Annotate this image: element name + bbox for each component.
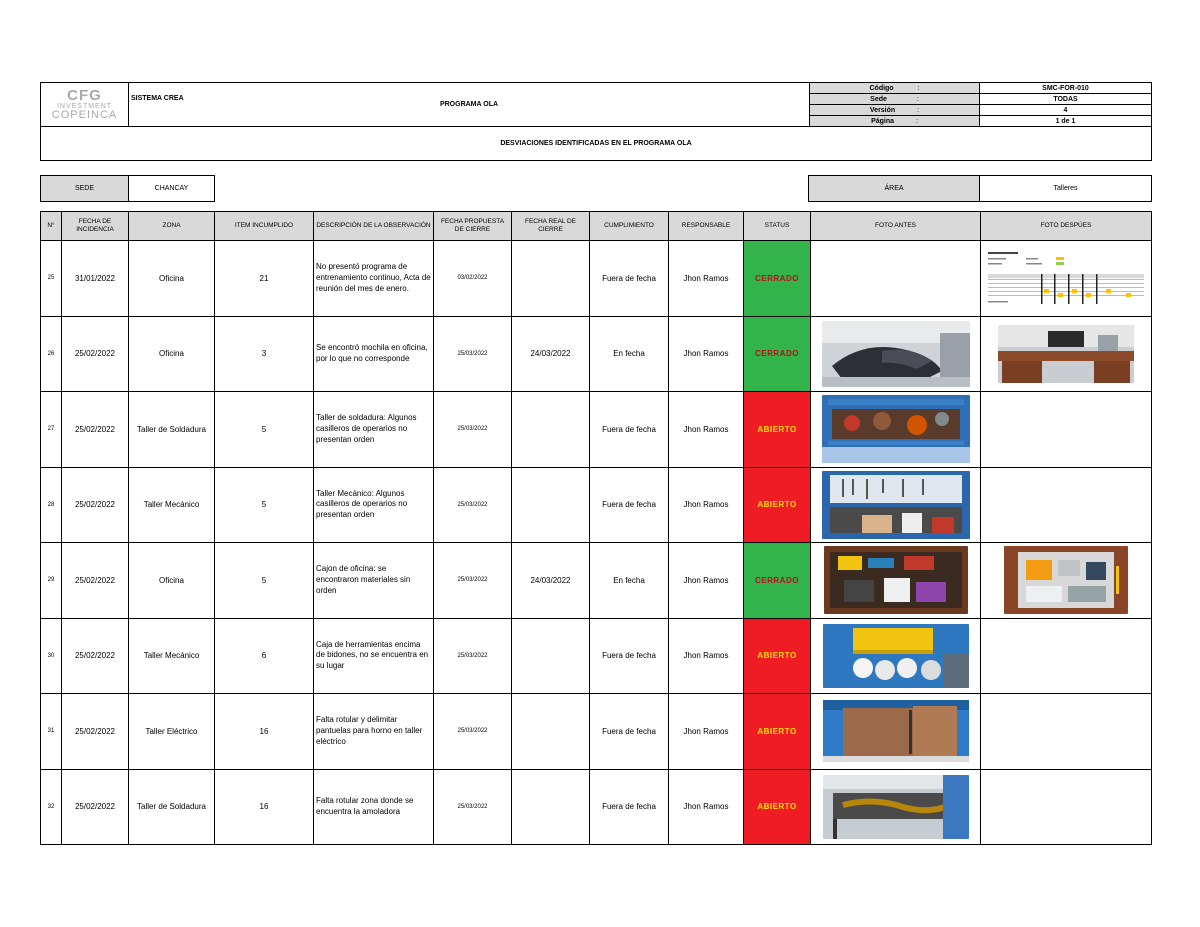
photo-before-image xyxy=(823,624,969,688)
table-row xyxy=(41,467,1152,543)
photo-after-cell xyxy=(981,618,1152,694)
observation-description: Caja de herramientas encima de bidones, no se encuentra en su lugar xyxy=(314,618,434,694)
compliance: Fuera de fecha xyxy=(590,241,669,317)
sede-label: SEDE xyxy=(41,176,129,202)
row-number: 28 xyxy=(41,467,62,543)
program-name: PROGRAMA OLA xyxy=(439,101,499,108)
actual-close-date xyxy=(512,467,590,543)
actual-close-date xyxy=(512,769,590,845)
observation-description: Taller de soldadura: Algunos casilleros de operarios no presentan orden xyxy=(314,392,434,468)
col-header: FECHA DE INCIDENCIA xyxy=(62,212,129,241)
responsible: Jhon Ramos xyxy=(669,618,744,694)
document-subtitle: DESVIACIONES IDENTIFICADAS EN EL PROGRAMA OLA xyxy=(41,127,1152,161)
responsible: Jhon Ramos xyxy=(669,241,744,317)
system-name: SISTEMA CREA xyxy=(131,95,184,102)
photo-before-image xyxy=(824,546,968,614)
zone: Taller Mecánico xyxy=(129,467,215,543)
proposed-close-date: 25/03/2022 xyxy=(434,543,512,619)
compliance: Fuera de fecha xyxy=(590,392,669,468)
compliance: Fuera de fecha xyxy=(590,694,669,770)
status-badge: CERRADO xyxy=(744,241,811,317)
photo-before-cell xyxy=(811,769,981,845)
incident-date: 25/02/2022 xyxy=(62,694,129,770)
proposed-close-date: 25/03/2022 xyxy=(434,467,512,543)
observation-description: Falta rotular zona donde se encuentra la amoladora xyxy=(314,769,434,845)
responsible: Jhon Ramos xyxy=(669,694,744,770)
col-header: STATUS xyxy=(744,212,811,241)
incident-date: 25/02/2022 xyxy=(62,467,129,543)
item-failed: 21 xyxy=(215,241,314,317)
photo-after-image xyxy=(986,249,1146,307)
photo-before-cell xyxy=(811,694,981,770)
status-badge: ABIERTO xyxy=(744,618,811,694)
item-failed: 5 xyxy=(215,543,314,619)
table-row xyxy=(41,316,1152,392)
actual-close-date xyxy=(512,694,590,770)
photo-after-image xyxy=(998,325,1134,383)
table-row xyxy=(41,694,1152,770)
area-value: Talleres xyxy=(980,176,1152,202)
photo-after-image xyxy=(1004,546,1128,614)
photo-before-cell xyxy=(811,618,981,694)
photo-after-cell xyxy=(981,316,1152,392)
responsible: Jhon Ramos xyxy=(669,543,744,619)
proposed-close-date: 03/02/2022 xyxy=(434,241,512,317)
meta-label-version: Versión : xyxy=(810,105,980,116)
zone: Oficina xyxy=(129,543,215,619)
proposed-close-date: 25/03/2022 xyxy=(434,392,512,468)
photo-before-image xyxy=(823,775,969,839)
item-failed: 16 xyxy=(215,694,314,770)
incident-date: 25/02/2022 xyxy=(62,392,129,468)
compliance: En fecha xyxy=(590,543,669,619)
meta-label-page: Página : xyxy=(810,116,980,127)
incident-date: 25/02/2022 xyxy=(62,618,129,694)
meta-label-sede: Sede : xyxy=(810,94,980,105)
item-failed: 6 xyxy=(215,618,314,694)
incident-date: 31/01/2022 xyxy=(62,241,129,317)
compliance: Fuera de fecha xyxy=(590,618,669,694)
status-badge: ABIERTO xyxy=(744,392,811,468)
meta-value-version: 4 xyxy=(980,105,1152,116)
row-number: 26 xyxy=(41,316,62,392)
row-number: 25 xyxy=(41,241,62,317)
item-failed: 5 xyxy=(215,392,314,468)
location-spacer xyxy=(215,176,809,202)
meta-value-code: SMC-FOR-010 xyxy=(980,83,1152,94)
status-badge: CERRADO xyxy=(744,316,811,392)
observation-description: Cajon de oficina: se encontraron materiales sin orden xyxy=(314,543,434,619)
proposed-close-date: 25/03/2022 xyxy=(434,618,512,694)
photo-before-cell xyxy=(811,543,981,619)
responsible: Jhon Ramos xyxy=(669,467,744,543)
photo-before-cell xyxy=(811,316,981,392)
col-header: FOTO DESPÚES xyxy=(981,212,1152,241)
photo-after-cell xyxy=(981,769,1152,845)
col-header: ITEM INCUMPLIDO xyxy=(215,212,314,241)
photo-after-cell xyxy=(981,392,1152,468)
actual-close-date: 24/03/2022 xyxy=(512,316,590,392)
row-number: 32 xyxy=(41,769,62,845)
table-row xyxy=(41,241,1152,317)
status-badge: ABIERTO xyxy=(744,769,811,845)
incident-date: 25/02/2022 xyxy=(62,769,129,845)
table-header-row xyxy=(41,212,1152,241)
sede-value: CHANCAY xyxy=(129,176,215,202)
row-number: 31 xyxy=(41,694,62,770)
row-number: 30 xyxy=(41,618,62,694)
col-header: RESPONSABLE xyxy=(669,212,744,241)
location-row xyxy=(40,175,1152,202)
status-badge: ABIERTO xyxy=(744,467,811,543)
col-header: DESCRIPCIÓN DE LA OBSERVACIÓN xyxy=(314,212,434,241)
item-failed: 5 xyxy=(215,467,314,543)
item-failed: 3 xyxy=(215,316,314,392)
document-header xyxy=(40,82,1152,161)
table-row xyxy=(41,392,1152,468)
responsible: Jhon Ramos xyxy=(669,769,744,845)
col-header: FOTO ANTES xyxy=(811,212,981,241)
deviations-table xyxy=(40,211,1152,845)
photo-after-cell xyxy=(981,241,1152,317)
actual-close-date xyxy=(512,241,590,317)
compliance: Fuera de fecha xyxy=(590,467,669,543)
meta-label-code: Código : xyxy=(810,83,980,94)
proposed-close-date: 25/03/2022 xyxy=(434,769,512,845)
col-header: ZONA xyxy=(129,212,215,241)
photo-after-cell xyxy=(981,543,1152,619)
item-failed: 16 xyxy=(215,769,314,845)
incident-date: 25/02/2022 xyxy=(62,316,129,392)
photo-before-image xyxy=(822,471,970,539)
compliance: En fecha xyxy=(590,316,669,392)
actual-close-date: 24/03/2022 xyxy=(512,543,590,619)
photo-before-image xyxy=(822,395,970,463)
area-label: ÁREA xyxy=(809,176,980,202)
meta-value-page: 1 de 1 xyxy=(980,116,1152,127)
proposed-close-date: 25/03/2022 xyxy=(434,316,512,392)
zone: Taller de Soldadura xyxy=(129,769,215,845)
col-header: CUMPLIMIENTO xyxy=(590,212,669,241)
program-title-cell xyxy=(129,83,810,127)
col-header: N° xyxy=(41,212,62,241)
actual-close-date xyxy=(512,392,590,468)
photo-after-cell xyxy=(981,694,1152,770)
observation-description: No presentó programa de entrenamiento continuo, Acta de reunión del mes de enero. xyxy=(314,241,434,317)
zone: Taller Eléctrico xyxy=(129,694,215,770)
photo-before-cell xyxy=(811,241,981,317)
proposed-close-date: 25/03/2022 xyxy=(434,694,512,770)
status-badge: CERRADO xyxy=(744,543,811,619)
photo-after-cell xyxy=(981,467,1152,543)
row-number: 29 xyxy=(41,543,62,619)
responsible: Jhon Ramos xyxy=(669,316,744,392)
row-number: 27 xyxy=(41,392,62,468)
photo-before-cell xyxy=(811,467,981,543)
actual-close-date xyxy=(512,618,590,694)
observation-description: Se encontró mochila en oficina, por lo que no corresponde xyxy=(314,316,434,392)
zone: Oficina xyxy=(129,241,215,317)
table-row xyxy=(41,769,1152,845)
incident-date: 25/02/2022 xyxy=(62,543,129,619)
meta-value-sede: TODAS xyxy=(980,94,1152,105)
zone: Taller Mecánico xyxy=(129,618,215,694)
table-row xyxy=(41,618,1152,694)
zone: Taller de Soldadura xyxy=(129,392,215,468)
photo-before-cell xyxy=(811,392,981,468)
company-logo: CFG INVESTMENT COPEINCA xyxy=(41,83,129,127)
compliance: Fuera de fecha xyxy=(590,769,669,845)
observation-description: Taller Mecánico: Algunos casilleros de operarios no presentan orden xyxy=(314,467,434,543)
photo-before-image xyxy=(822,321,970,387)
col-header: FECHA PROPUESTA DE CIERRE xyxy=(434,212,512,241)
table-row xyxy=(41,543,1152,619)
zone: Oficina xyxy=(129,316,215,392)
col-header: FECHA REAL DE CIERRE xyxy=(512,212,590,241)
photo-before-image xyxy=(823,700,969,762)
responsible: Jhon Ramos xyxy=(669,392,744,468)
status-badge: ABIERTO xyxy=(744,694,811,770)
observation-description: Falta rotular y delimitar pantuelas para horno en taller eléctrico xyxy=(314,694,434,770)
